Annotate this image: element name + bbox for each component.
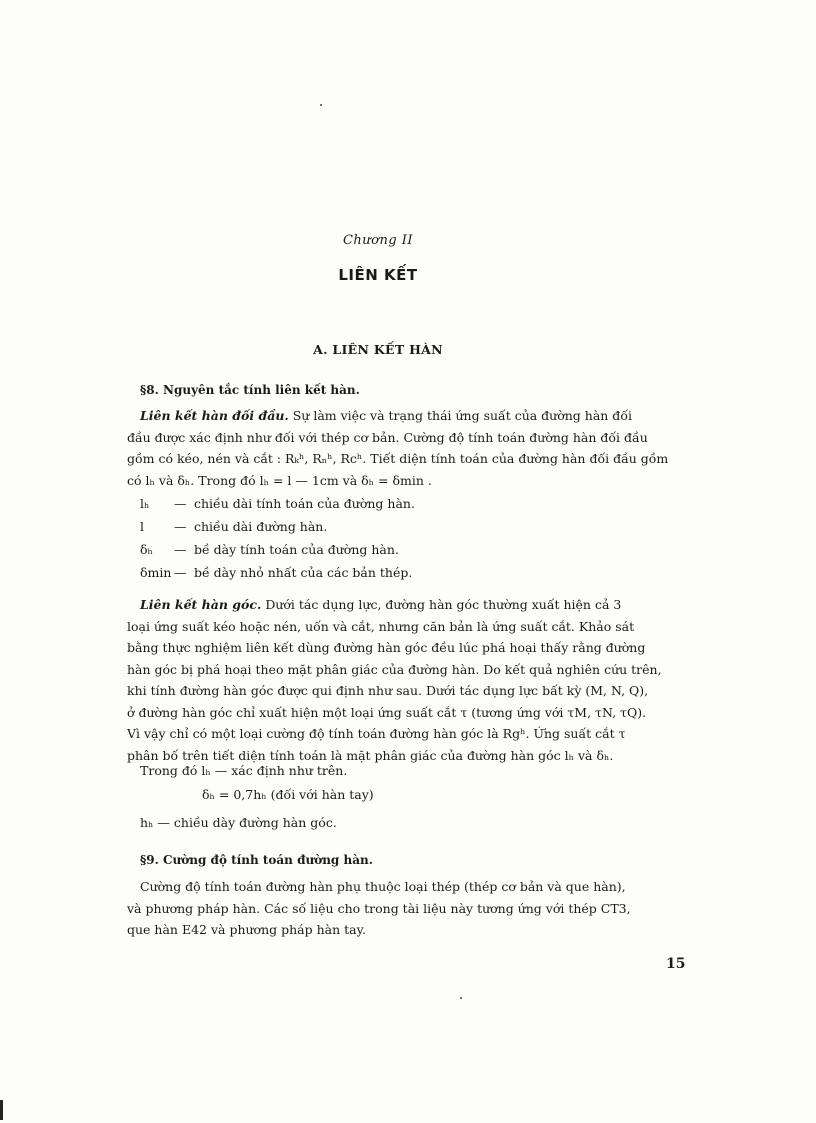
s9-paragraph bbox=[127, 876, 696, 941]
s8-paragraph-1 bbox=[127, 405, 696, 491]
scan-edge-mark bbox=[0, 1100, 3, 1120]
p2-line: Dưới tác dụng lực, đường hàn góc thường xuất hiện cả 3 bbox=[265, 597, 622, 612]
def-symbol: δₕ bbox=[140, 542, 153, 557]
def-desc: bề dày tính toán của đường hàn. bbox=[194, 542, 399, 557]
p2-line: Vì vậy chỉ có một loại cường độ tính toán đường hàn góc là Rgʰ. Ứng suất cắt τ bbox=[127, 726, 626, 741]
p1-line: Sự làm việc và trạng thái ứng suất của đường hàn đối bbox=[292, 408, 632, 423]
def-symbol: δmin bbox=[140, 565, 172, 580]
s9-heading: §9. Cường độ tính toán đường hàn. bbox=[140, 853, 373, 867]
definition-row: δₕ — bề dày tính toán của đường hàn. bbox=[140, 542, 399, 557]
p1-line: có lₕ và δₕ. Trong đó lₕ = l — 1cm và δₕ = δmin . bbox=[127, 472, 432, 488]
p2-lead: Liên kết hàn góc. bbox=[140, 597, 262, 612]
p2-line: loại ứng suất kéo hoặc nén, uốn và cắt, nhưng căn bản là ứng suất cắt. Khảo sát bbox=[127, 618, 635, 634]
definition-row: δmin — bề dày nhỏ nhất của các bản thép. bbox=[140, 565, 413, 580]
p2-line: hàn góc bị phá hoại theo mặt phân giác của đường hàn. Do kết quả nghiên cứu trên, bbox=[127, 661, 662, 677]
p2-line: phân bố trên tiết diện tính toán là mặt phân giác của đường hàn góc lₕ và δₕ. bbox=[127, 747, 614, 763]
trong-do-line: Trong đó lₕ — xác định như trên. bbox=[140, 763, 348, 778]
speck bbox=[320, 104, 322, 106]
hh-definition: hₕ — chiều dày đường hàn góc. bbox=[140, 815, 337, 830]
p2-line: khi tính đường hàn góc được qui định như sau. Dưới tác dụng lực bất kỳ (M, N, Q), bbox=[127, 683, 649, 698]
section-heading: A. LIÊN KẾT HÀN bbox=[313, 342, 443, 357]
def-symbol: lₕ bbox=[140, 496, 150, 511]
def-desc: bề dày nhỏ nhất của các bản thép. bbox=[194, 565, 413, 580]
def-desc: chiều dài đường hàn. bbox=[194, 519, 328, 534]
def-symbol: l bbox=[140, 519, 144, 534]
definition-list bbox=[140, 492, 415, 584]
p1-line: đầu được xác định như đối với thép cơ bản. Cường độ tính toán đường hàn đối đầu bbox=[127, 429, 648, 445]
chapter-label: Chương II bbox=[342, 233, 414, 248]
s9-line: Cường độ tính toán đường hàn phụ thuộc loại thép (thép cơ bản và que hàn), bbox=[140, 879, 626, 894]
p1-lead: Liên kết hàn đối đầu. bbox=[140, 408, 289, 423]
def-desc: chiều dài tính toán của đường hàn. bbox=[194, 496, 415, 511]
chapter-title: LIÊN KẾT bbox=[338, 266, 418, 284]
speck bbox=[460, 997, 462, 999]
s9-line: que hàn E42 và phương pháp hàn tay. bbox=[127, 922, 366, 937]
p1-line: gồm có kéo, nén và cắt : Rₖʰ, Rₙʰ, Rcʰ. Tiết diện tính toán của đường hàn đối đầu gồm bbox=[127, 451, 669, 466]
page-number: 15 bbox=[666, 956, 686, 972]
definition-row: lₕ — chiều dài tính toán của đường hàn. bbox=[140, 496, 415, 511]
s9-line: và phương pháp hàn. Các số liệu cho trong tài liệu này tương ứng với thép CT3, bbox=[127, 900, 631, 916]
p2-line: bằng thực nghiệm liên kết dùng đường hàn góc đều lúc phá hoại thấy rằng đường bbox=[127, 640, 646, 655]
p2-line: ở đường hàn góc chỉ xuất hiện một loại ứng suất cắt τ (tương ứng với τM, τN, τQ). bbox=[127, 704, 647, 720]
s8-paragraph-2 bbox=[127, 594, 696, 766]
definition-row: l — chiều dài đường hàn. bbox=[140, 519, 328, 534]
formula-line: δₕ = 0,7hₕ (đối với hàn tay) bbox=[202, 787, 374, 802]
s8-heading: §8. Nguyên tắc tính liên kết hàn. bbox=[140, 383, 360, 397]
